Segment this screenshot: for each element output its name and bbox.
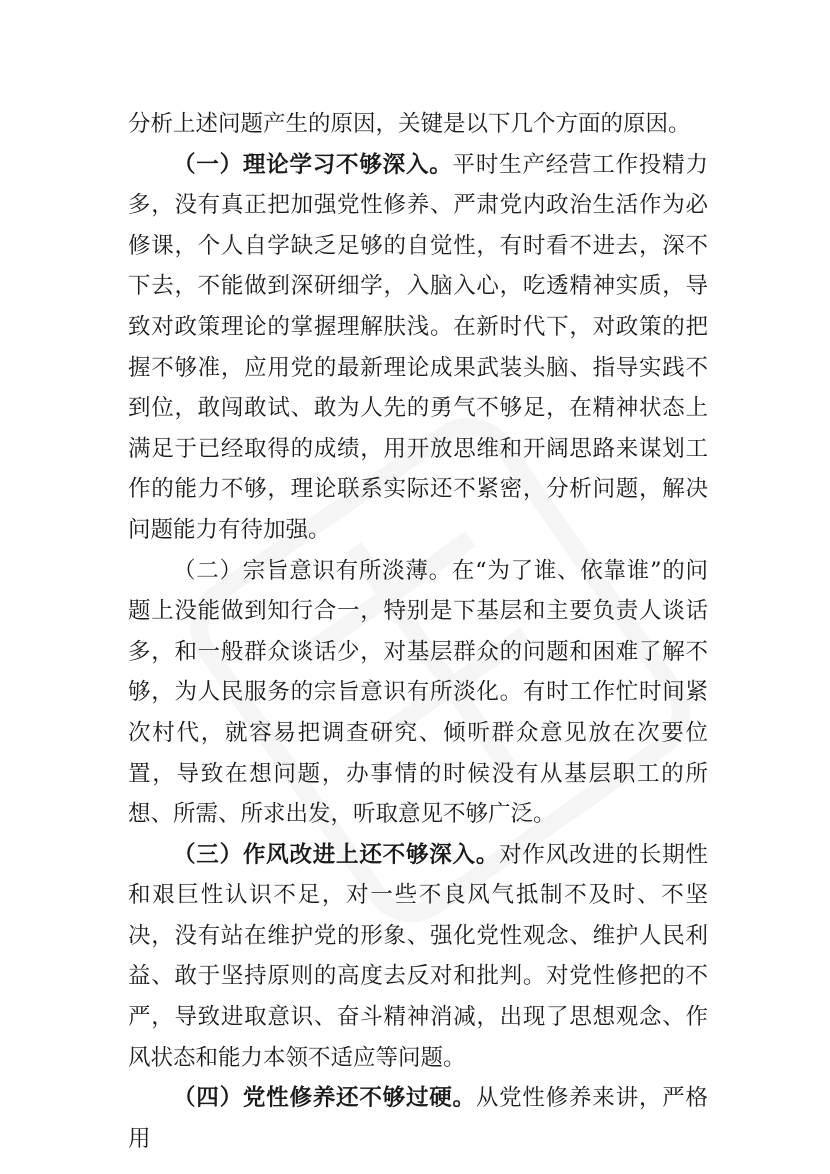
- paragraph-heading: （二）宗旨意识有所淡薄。: [173, 557, 452, 584]
- paragraph-heading: （三）作风改进上还不够深入。: [173, 841, 500, 868]
- paragraph-party-cultivation: [128, 1078, 708, 1159]
- paragraph-intro: [128, 104, 708, 145]
- paragraph-body: 分析上述问题产生的原因，关键是以下几个方面的原因。: [128, 111, 691, 137]
- paragraph-theory-study: [128, 145, 708, 551]
- paragraph-heading: （四）党性修养还不够过硬。: [173, 1085, 476, 1112]
- paragraph-heading: （一）理论学习不够深入。: [173, 151, 453, 178]
- paragraph-purpose-awareness: [128, 551, 708, 835]
- paragraph-body: 从党性修养来讲，严格用: [128, 1085, 708, 1152]
- paragraph-work-style: [128, 835, 708, 1079]
- paragraph-body: 平时生产经营工作投精力多，没有真正把加强党性修养、严肃党内政治生活作为必修课，个人自学缺乏足够的自觉性，有时看不进去，深不下去，不能做到深研细学，入脑入心，吃透精神实质，导致对政策理论的掌握理解肤浅。在新时代下，对政策的把握不够准，应用党的最新理论成果武装头脑、指导实践不到位，敢闯敢试、敢为人先的勇气不够足，在精神状态上满足于已经取得的成绩，用开放思维和开阔思路来谋划工作的能力不够，理论联系实际还不紧密，分析问题，解决问题能力有待加强。: [128, 151, 708, 543]
- document-body: [128, 104, 708, 1159]
- paragraph-body: 在“为了谁、依靠谁”的问题上没能做到知行合一，特别是下基层和主要负责人谈话多，和一般群众谈话少，对基层群众的问题和困难了解不够，为人民服务的宗旨意识有所淡化。有时工作忙时间紧次村代，就容易把调查研究、倾听群众意见放在次要位置，导致在想问题，办事情的时候没有从基层职工的所想、所需、所求出发，听取意见不够广泛。: [128, 557, 708, 828]
- paragraph-body: 对作风改进的长期性和艰巨性认识不足，对一些不良风气抵制不及时、不坚决，没有站在维护党的形象、强化党性观念、维护人民利益、敢于坚持原则的高度去反对和批判。对党性修把的不严，导致进取意识、奋斗精神消减，出现了思想观念、作风状态和能力本领不适应等问题。: [128, 841, 708, 1071]
